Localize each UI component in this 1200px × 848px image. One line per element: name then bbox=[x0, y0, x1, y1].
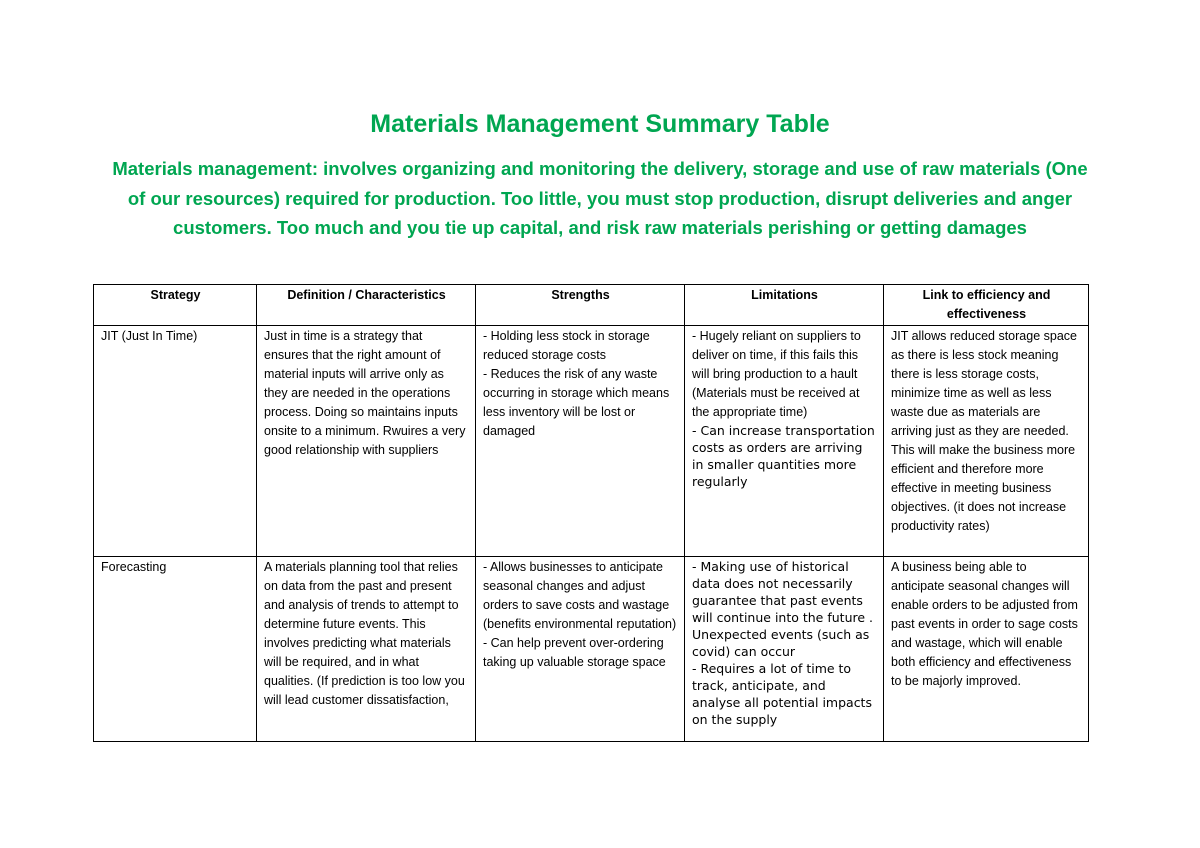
table-header-row bbox=[94, 285, 1089, 326]
cell-strategy: Forecasting bbox=[94, 557, 257, 742]
strength-point: - Holding less stock in storage reduced storage costs bbox=[483, 329, 650, 362]
strength-point: - Allows businesses to anticipate seasonal changes and adjust orders to save costs and wastage (benefits environmental reputation) bbox=[483, 560, 677, 631]
limitation-point: - Making use of historical data does not necessarily guarantee that past events will continue into the future . Unexpected events (such as covid) can occur bbox=[692, 559, 873, 659]
strength-point: - Reduces the risk of any waste occurring in storage which means less inventory will be lost or damaged bbox=[483, 367, 670, 438]
header-strategy: Strategy bbox=[94, 285, 257, 326]
document-title: Materials Management Summary Table bbox=[370, 110, 830, 138]
cell-definition: A materials planning tool that relies on data from the past and present and analysis of trends to attempt to determine future events. This involves predicting what materials will be required, and in what qualities. (If prediction is too low you will lead customer dissatisfaction, bbox=[257, 557, 476, 742]
header-strengths: Strengths bbox=[476, 285, 685, 326]
cell-limitations bbox=[685, 326, 884, 557]
cell-link: JIT allows reduced storage space as there is less stock meaning there is less storage costs, minimize time as well as less waste due as materials are arriving just as they are needed. This will make the business more efficient and therefore more effective in meeting business objectives. (it does not increase productivity rates) bbox=[884, 326, 1089, 557]
limitation-point: - Hugely reliant on suppliers to deliver on time, if this fails this will bring production to a hault (Materials must be received at the appropriate time) bbox=[692, 329, 861, 419]
header-definition: Definition / Characteristics bbox=[257, 285, 476, 326]
cell-strategy: JIT (Just In Time) bbox=[94, 326, 257, 557]
strength-point: - Can help prevent over-ordering taking up valuable storage space bbox=[483, 636, 666, 669]
table-row bbox=[94, 326, 1089, 557]
header-limitations: Limitations bbox=[685, 285, 884, 326]
summary-table bbox=[93, 284, 1089, 742]
cell-link: A business being able to anticipate seasonal changes will enable orders to be adjusted from past events in order to sage costs and wastage, which will enable both efficiency and effectiveness to be majorly improved. bbox=[884, 557, 1089, 742]
table-row bbox=[94, 557, 1089, 742]
cell-strengths bbox=[476, 557, 685, 742]
document-intro: Materials management: involves organizing and monitoring the delivery, storage and use of raw materials (One of our resources) required for production. Too little, you must stop production, disrupt deliveries and anger customers. Too much and you tie up capital, and risk raw materials perishing or getting damages bbox=[112, 158, 1088, 238]
cell-limitations bbox=[685, 557, 884, 742]
cell-definition: Just in time is a strategy that ensures that the right amount of material inputs will arrive only as they are needed in the operations process. Doing so maintains inputs onsite to a minimum. Rwuires a very good relationship with suppliers bbox=[257, 326, 476, 557]
limitation-point: - Can increase transportation costs as orders are arriving in smaller quantities more regularly bbox=[692, 423, 875, 489]
header-link: Link to efficiency and effectiveness bbox=[884, 285, 1089, 326]
limitation-point: - Requires a lot of time to track, anticipate, and analyse all potential impacts on the supply bbox=[692, 661, 872, 727]
cell-strengths bbox=[476, 326, 685, 557]
